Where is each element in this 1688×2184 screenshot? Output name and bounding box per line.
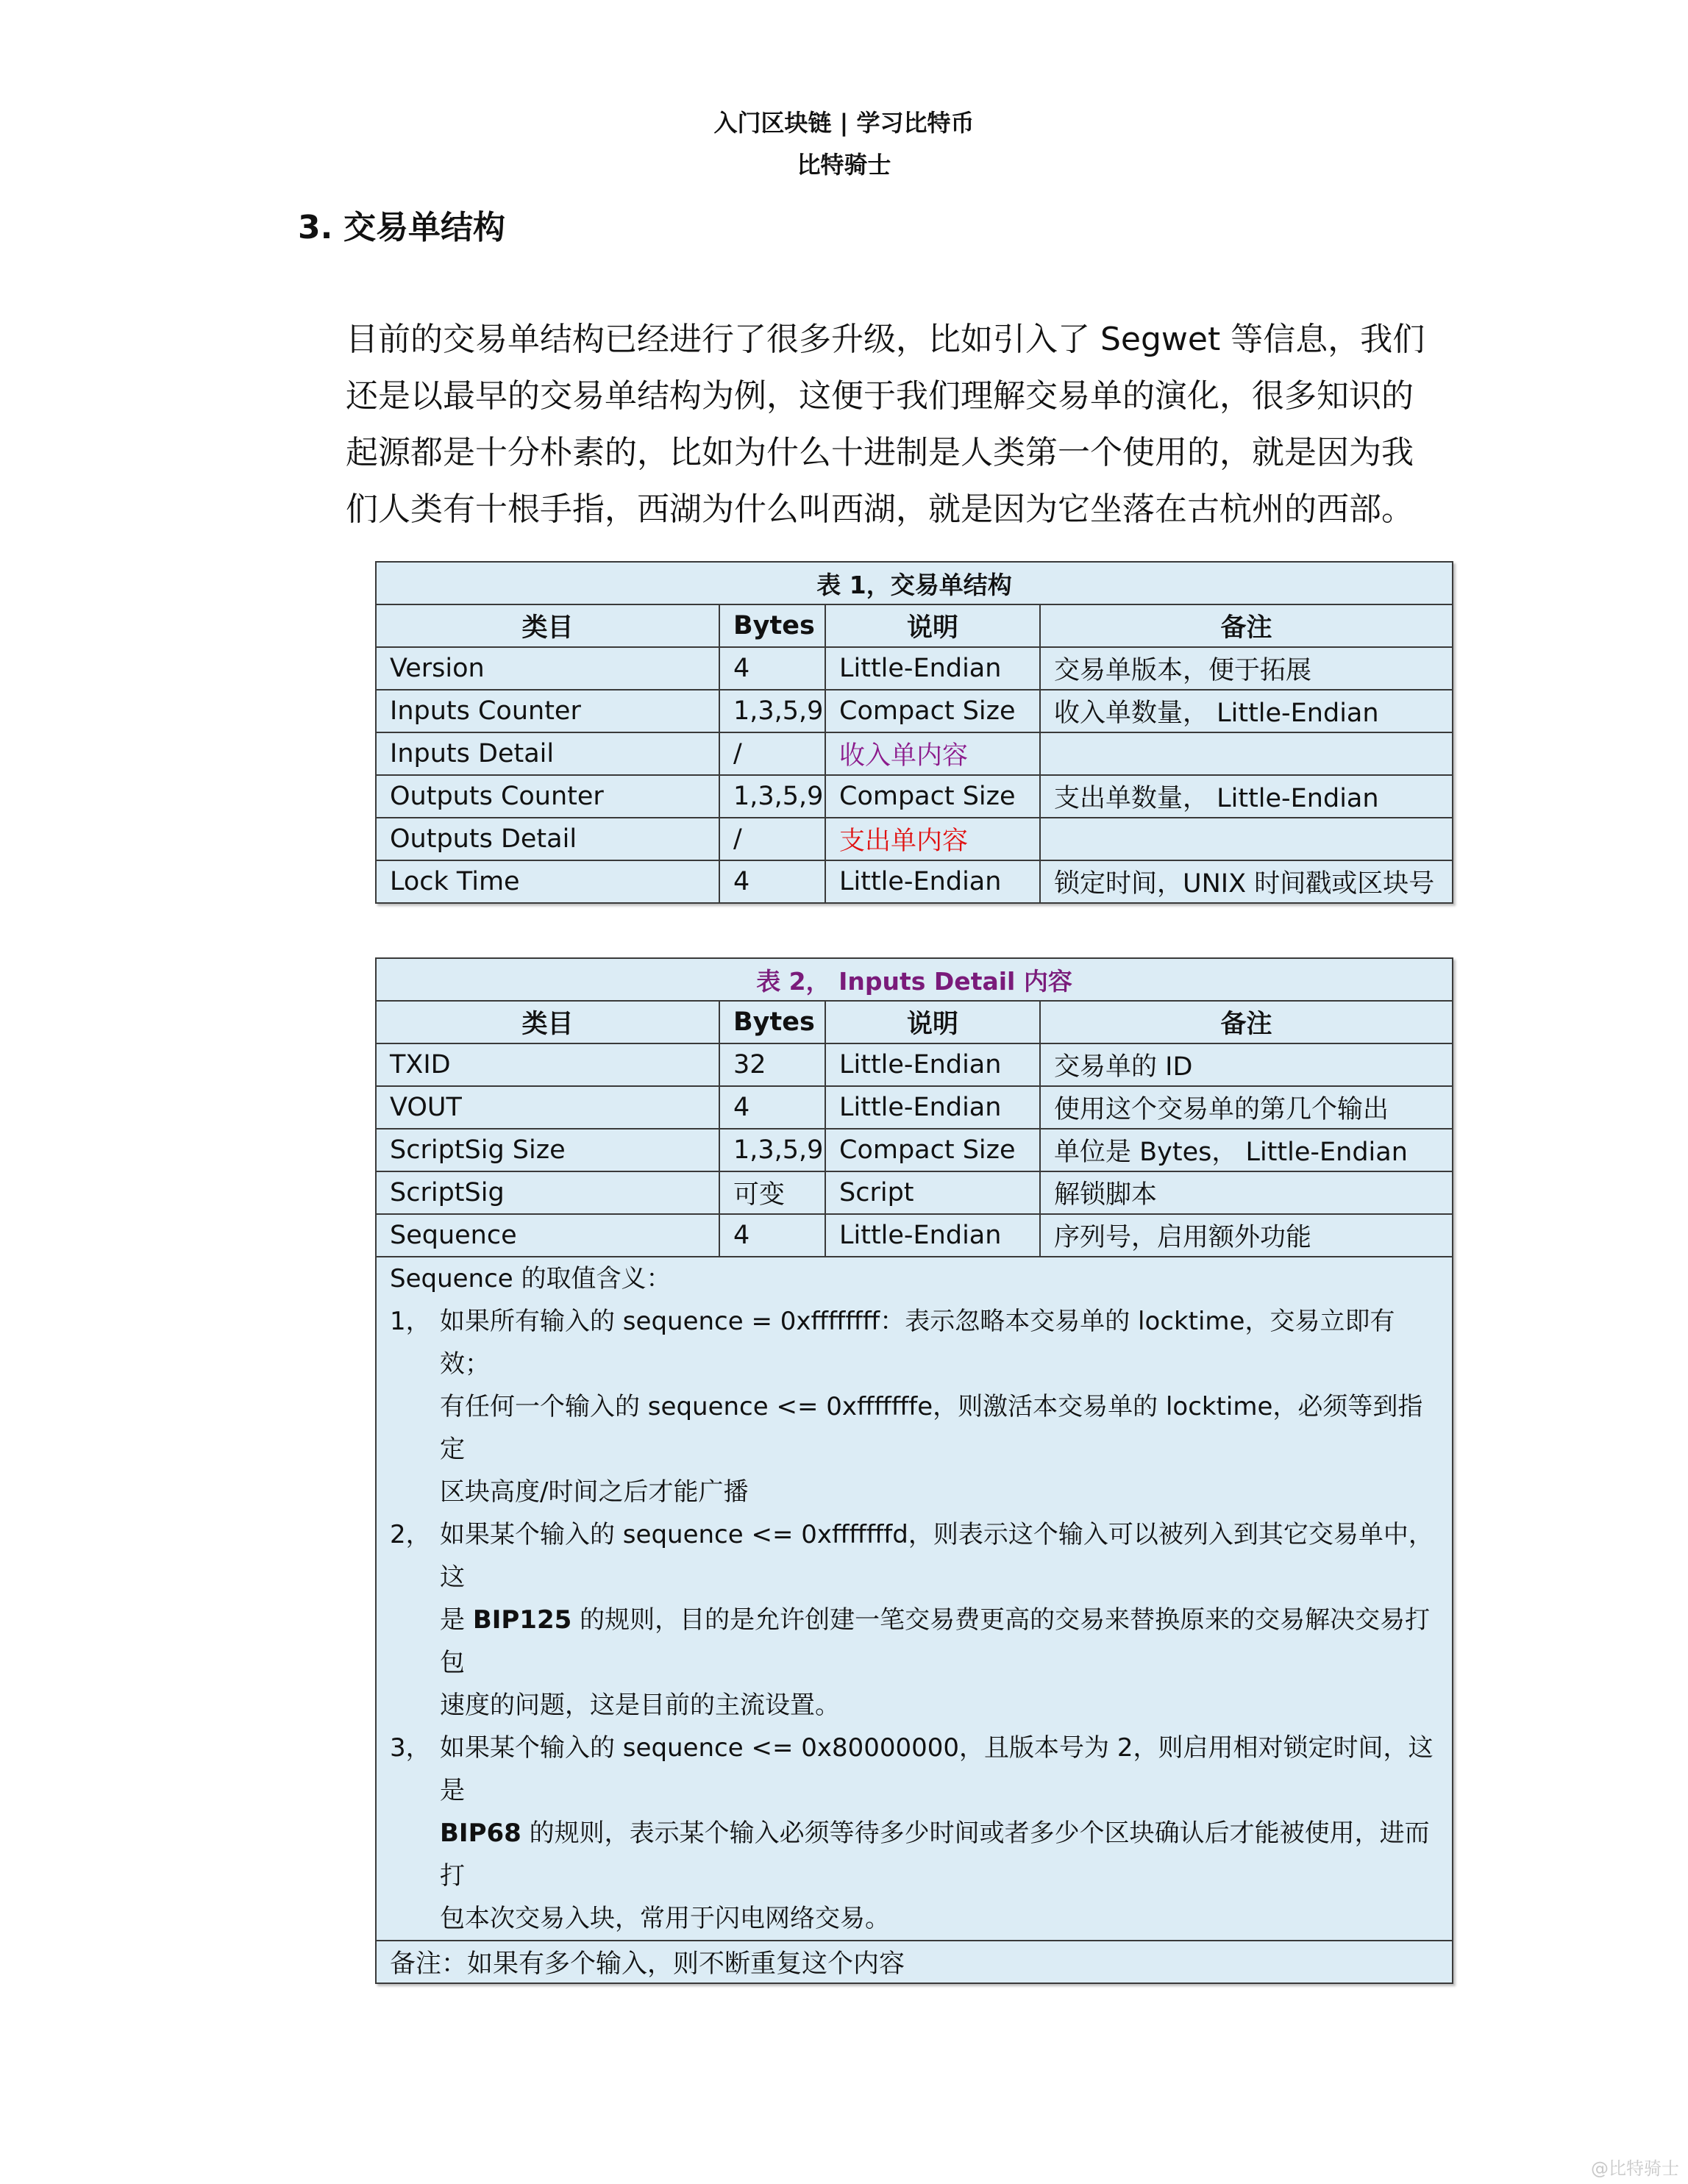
footer-note: 备注：如果有多个输入，则不断重复这个内容 [376,1941,1453,1983]
table-row [376,1214,1453,1257]
table-cell-highlight-red: 支出单内容 [825,818,1040,860]
table-cell: 4 [719,647,825,690]
intro-line: 目前的交易单结构已经进行了很多升级，比如引入了 Segwet 等信息，我们 [346,321,1425,358]
sequence-note-item [390,1513,1439,1727]
item-line [440,1599,1439,1684]
item-number: 3， [390,1733,431,1763]
table-cell: Little-Endian [825,1086,1040,1129]
intro-line: 还是以最早的交易单结构为例，这便于我们理解交易单的演化，很多知识的 [346,377,1414,415]
table-caption: 表 2， Inputs Detail 内容 [376,958,1453,1001]
table-row [376,732,1453,775]
item-line: 有任何一个输入的 sequence <= 0xfffffffe，则激活本交易单的 locktime，必须等到指定 [440,1392,1423,1464]
table-caption: 表 1，交易单结构 [376,562,1453,604]
table-cell: TXID [376,1043,719,1086]
table-cell: Little-Endian [825,860,1040,903]
table-cell: 支出单数量， Little-Endian [1040,775,1453,818]
item-line: 速度的问题，这是目前的主流设置。 [440,1691,840,1720]
item-text: 是 [440,1605,473,1635]
table-cell: 4 [719,860,825,903]
bip125-label: BIP125 [472,1605,572,1635]
page-header-subtitle: 比特骑士 [797,151,891,179]
table-cell: Compact Size [825,1129,1040,1171]
table-row [376,775,1453,818]
inputs-detail-table [375,957,1453,1984]
table-row [376,1043,1453,1086]
table-cell: VOUT [376,1086,719,1129]
table-cell: Inputs Counter [376,690,719,732]
item-line: 如果所有输入的 sequence = 0xffffffff：表示忽略本交易单的 locktime，交易立即有效； [440,1307,1395,1379]
table-cell: 32 [719,1043,825,1086]
table-cell: / [719,818,825,860]
table-row [376,1171,1453,1214]
table-cell: Lock Time [376,860,719,903]
section-number: 3. [298,209,333,246]
column-header: 备注 [1040,604,1453,647]
sequence-notes-title: Sequence 的取值含义： [390,1264,672,1293]
table-cell: ScriptSig Size [376,1129,719,1171]
intro-paragraph [346,311,1449,538]
table-row [376,647,1453,690]
item-number: 2， [390,1520,431,1549]
section-title: 交易单结构 [343,209,505,246]
column-header: 说明 [825,1001,1040,1043]
table-cell: / [719,732,825,775]
section-heading [298,204,505,251]
sequence-notes [376,1257,1453,1941]
table-cell: Little-Endian [825,1043,1040,1086]
table-cell: Inputs Detail [376,732,719,775]
table-cell: Little-Endian [825,647,1040,690]
table-cell: 锁定时间，UNIX 时间戳或区块号 [1040,860,1453,903]
table-cell: 单位是 Bytes， Little-Endian [1040,1129,1453,1171]
table-cell: Compact Size [825,690,1040,732]
table-cell: 1,3,5,9 [719,1129,825,1171]
column-header: Bytes [719,604,825,647]
table-row [376,1129,1453,1171]
column-header: 说明 [825,604,1040,647]
table-row [376,1086,1453,1129]
intro-line: 起源都是十分朴素的，比如为什么十进制是人类第一个使用的，就是因为我 [346,434,1414,471]
item-text: 的规则，目的是允许创建一笔交易费更高的交易来替换原来的交易解决交易打包 [440,1605,1431,1677]
table-cell: 4 [719,1086,825,1129]
transaction-structure-table [375,561,1453,904]
table-cell: 使用这个交易单的第几个输出 [1040,1086,1453,1129]
item-line [440,1812,1439,1897]
table-cell: Little-Endian [825,1214,1040,1257]
column-header: 类目 [376,1001,719,1043]
column-header: Bytes [719,1001,825,1043]
table-cell: 4 [719,1214,825,1257]
table-cell [1040,818,1453,860]
table-row [376,690,1453,732]
table-cell: Outputs Detail [376,818,719,860]
intro-line: 们人类有十根手指，西湖为什么叫西湖，就是因为它坐落在古杭州的西部。 [346,490,1414,528]
item-text: 的规则，表示某个输入必须等待多少时间或者多少个区块确认后才能被使用，进而打 [440,1819,1430,1891]
table-cell: 序列号，启用额外功能 [1040,1214,1453,1257]
page-header-title: 入门区块链 | 学习比特币 [713,109,975,137]
table-row [376,818,1453,860]
item-number: 1， [390,1307,431,1336]
table-header-row [376,604,1453,647]
table-cell [1040,732,1453,775]
column-header: 备注 [1040,1001,1453,1043]
table-cell: Compact Size [825,775,1040,818]
table-cell: 1,3,5,9 [719,775,825,818]
table-cell: ScriptSig [376,1171,719,1214]
watermark: @比特骑士 [1591,2158,1679,2179]
sequence-note-item [390,1727,1439,1940]
sequence-notes-row [376,1257,1453,1941]
table-cell: Sequence [376,1214,719,1257]
item-line: 包本次交易入块，常用于闪电网络交易。 [440,1904,890,1933]
table-cell: Version [376,647,719,690]
bip68-label: BIP68 [440,1819,521,1848]
table-cell: 可变 [719,1171,825,1214]
table-cell: 解锁脚本 [1040,1171,1453,1214]
sequence-note-item [390,1300,1439,1513]
table-cell: 1,3,5,9 [719,690,825,732]
table-cell: 交易单的 ID [1040,1043,1453,1086]
table-cell: 交易单版本，便于拓展 [1040,647,1453,690]
table-row [376,860,1453,903]
item-line: 如果某个输入的 sequence <= 0x80000000，且版本号为 2，则启用相对锁定时间，这是 [440,1733,1434,1805]
table-header-row [376,1001,1453,1043]
table-cell: Outputs Counter [376,775,719,818]
column-header: 类目 [376,604,719,647]
item-line: 区块高度/时间之后才能广播 [440,1477,749,1507]
table-cell: 收入单数量， Little-Endian [1040,690,1453,732]
table-footer-row [376,1941,1453,1983]
table-cell-highlight-purple: 收入单内容 [825,732,1040,775]
table-cell: Script [825,1171,1040,1214]
item-line: 如果某个输入的 sequence <= 0xfffffffd，则表示这个输入可以被列入到其它交易单中，这 [440,1520,1434,1592]
